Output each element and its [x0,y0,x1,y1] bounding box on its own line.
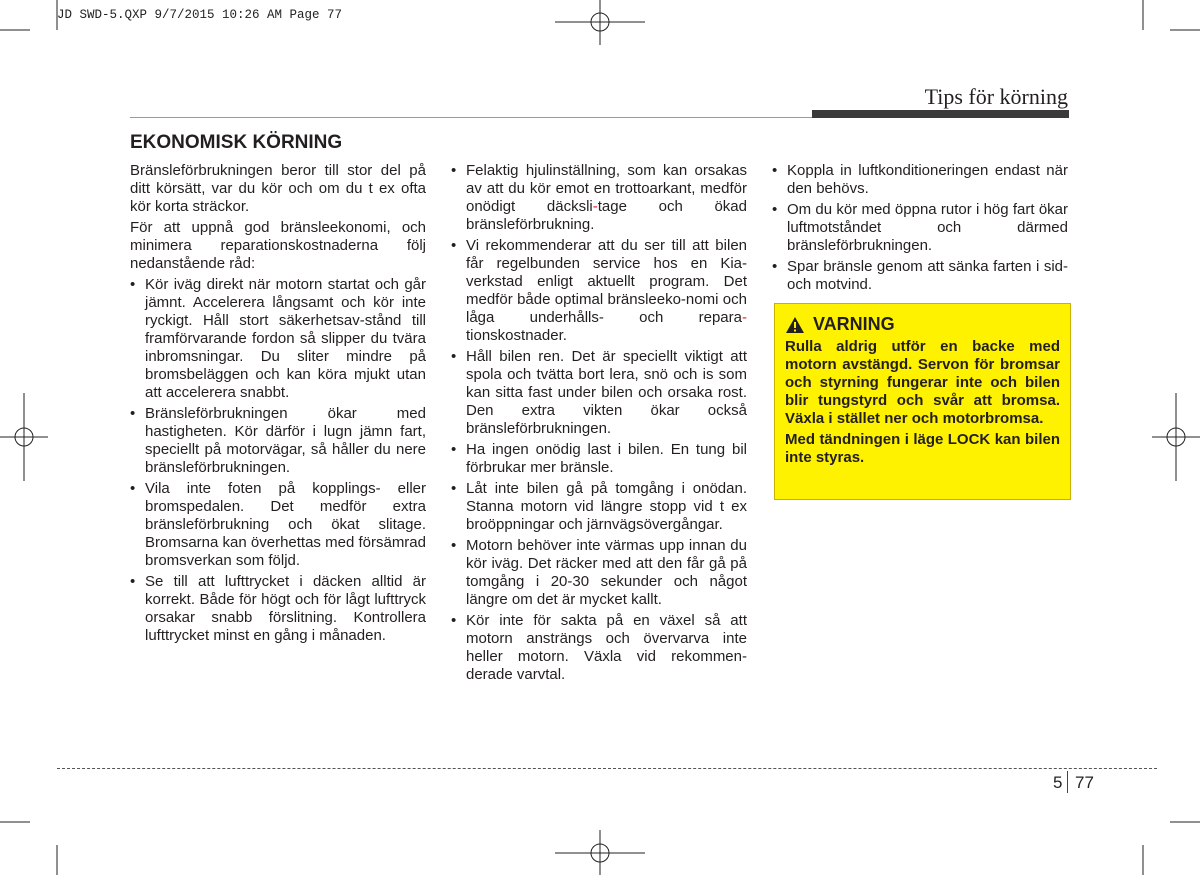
tips-list-1 [130,276,426,645]
bullet: • [451,162,457,179]
registration-mark-right [1152,393,1200,481]
bullet: • [130,480,136,497]
list-item: • Kör iväg direkt när motorn startat och går jämnt. Accelerera långsamt och kör inte ryckigt. Håll stort säkerhetsav-stånd till framförvarande fordon så slipper du tvära inbromsningar. Du sliter mindre på bromsbeläggen och kan köra mjukt utan att accelerera snabbt. [130,276,426,401]
bullet: • [451,537,457,554]
warning-triangle-icon [785,316,805,334]
section-title: EKONOMISK KÖRNING [130,132,343,153]
warning-box [774,303,1071,500]
warning-text-1: Rulla aldrig utför en backe med motorn avstängd. Servon för bromsar och styrning fungerar inte och bilen blir tungstyrd och svår att bromsa. Växla i stället ner och motorbromsa. [785,338,1060,427]
list-item: • Håll bilen ren. Det är speciellt viktigt att spola och tvätta bort lera, snö och is som kan sitta fast under bilen och orsaka rost. Den extra vikten ökar också bränsleförbrukningen. [451,348,747,437]
page-number: 77 [1075,773,1094,792]
warning-title: VARNING [813,314,895,334]
list-item: • Kör inte för sakta på en växel så att motorn ansträngs och övervarva inte heller motorn. Växla vid rekommen-derade varvtal. [451,612,747,683]
header-rule [130,117,812,118]
bullet: • [772,201,778,218]
tips-list-2 [451,162,747,684]
list-item: • Felaktig hjulinställning, som kan orsakas av att du kör emot en trottoarkant, medför onödigt däcksli-tage och ökad bränsleförbrukning. [451,162,747,233]
list-item: • Om du kör med öppna rutor i hög fart ökar luftmotståndet och därmed bränsleförbrukningen. [772,201,1068,254]
header-bar [812,110,1069,118]
column-3 [772,162,1068,297]
column-1 [130,162,426,648]
bullet: • [451,237,457,254]
list-item: • Låt inte bilen gå på tomgång i onödan. Stanna motorn vid längre stopp vid t ex broöppningar och järnvägsövergångar. [451,480,747,533]
bullet: • [451,441,457,458]
registration-mark-bottom [555,830,645,875]
print-slug: JD SWD-5.QXP 9/7/2015 10:26 AM Page 77 [57,8,343,22]
bullet: • [772,162,778,179]
tips-list-3 [772,162,1068,294]
list-item: • Vi rekommenderar att du ser till att bilen får regelbunden service hos en Kia-verkstad enligt aktuellt program. Det medför både optimal bränsleeko-nomi och låga underhålls- och repara-tionskostnader. [451,237,747,344]
intro-paragraph-1: Bränsleförbrukningen beror till stor del på ditt körsätt, var du kör och om du t ex ofta kör korta sträckor. [130,162,426,215]
warning-text-2: Med tändningen i läge LOCK kan bilen inte styras. [785,431,1060,466]
bullet: • [772,258,778,275]
bullet: • [130,405,136,422]
hyphen-mark: - [742,309,747,326]
list-item: • Vila inte foten på kopplings- eller bromspedalen. Det medför extra bränsleförbrukning och ökat slitage. Bromsarna kan överhettas med försämrad bromsverkan som följd. [130,480,426,569]
list-item: • Spar bränsle genom att sänka farten i sid- och motvind. [772,258,1068,293]
list-item: • Ha ingen onödig last i bilen. En tung bil förbrukar mer bränsle. [451,441,747,476]
bullet: • [451,480,457,497]
bullet: • [130,573,136,590]
bullet: • [130,276,136,293]
bullet: • [451,612,457,629]
registration-mark-top [555,0,645,45]
column-2 [451,162,747,687]
list-item: • Motorn behöver inte värmas upp innan du kör iväg. Det räcker med att den får gå på tomgång i 20-30 sekunder och något längre om det är mycket kallt. [451,537,747,608]
footer-dashed-rule [57,768,1157,769]
footer-separator [1067,771,1068,793]
registration-mark-left [0,393,48,481]
chapter-number: 5 [1053,773,1063,792]
list-item: • Koppla in luftkonditioneringen endast när den behövs. [772,162,1068,197]
intro-paragraph-2: För att uppnå god bränsleekonomi, och minimera reparationskostnaderna följ nedanstående råd: [130,219,426,272]
list-item: • Bränsleförbrukningen ökar med hastigheten. Kör därför i lugn jämn fart, speciellt på motorvägar, så håller du nere bränsleförbrukningen. [130,405,426,476]
bullet: • [451,348,457,365]
hyphen-mark: - [592,198,598,215]
list-item: • Se till att lufttrycket i däcken alltid är korrekt. Både för högt och för lågt lufttryck orsakar snabb förslitning. Kontrollera lufttrycket minst en gång i månaden. [130,573,426,644]
warning-header [785,314,1060,335]
running-header-title: Tips för körning [924,84,1068,109]
